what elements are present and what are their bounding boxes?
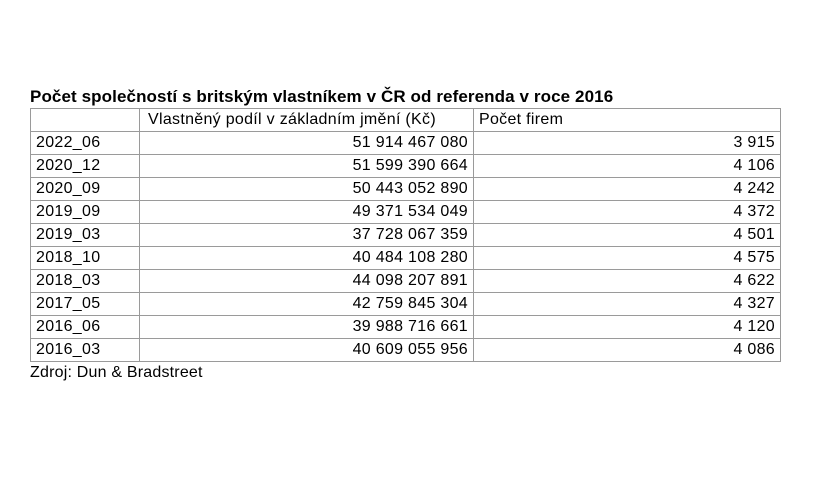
header-cell-period <box>31 109 140 132</box>
cell-firms: 4 372 <box>474 201 781 224</box>
cell-period: 2018_03 <box>31 270 140 293</box>
cell-firms: 4 327 <box>474 293 781 316</box>
table-row <box>31 339 781 362</box>
table-title: Počet společností s britským vlastníkem v ČR od referenda v roce 2016 <box>30 87 614 106</box>
data-table <box>30 108 781 362</box>
cell-capital: 49 371 534 049 <box>140 201 474 224</box>
table-row <box>31 155 781 178</box>
table-row <box>31 224 781 247</box>
header-cell-capital: Vlastněný podíl v základním jmění (Kč) <box>140 109 474 132</box>
document <box>30 86 780 384</box>
table-row <box>31 270 781 293</box>
cell-capital: 51 599 390 664 <box>140 155 474 178</box>
cell-firms: 4 575 <box>474 247 781 270</box>
cell-capital: 51 914 467 080 <box>140 132 474 155</box>
cell-capital: 40 609 055 956 <box>140 339 474 362</box>
cell-firms: 4 120 <box>474 316 781 339</box>
cell-capital: 44 098 207 891 <box>140 270 474 293</box>
cell-period: 2019_03 <box>31 224 140 247</box>
cell-capital: 37 728 067 359 <box>140 224 474 247</box>
table-header-row <box>31 109 781 132</box>
cell-firms: 4 106 <box>474 155 781 178</box>
table-row <box>31 293 781 316</box>
cell-capital: 40 484 108 280 <box>140 247 474 270</box>
cell-period: 2016_06 <box>31 316 140 339</box>
cell-capital: 39 988 716 661 <box>140 316 474 339</box>
table-row <box>31 316 781 339</box>
cell-firms: 4 622 <box>474 270 781 293</box>
cell-firms: 4 086 <box>474 339 781 362</box>
table-row <box>31 178 781 201</box>
cell-period: 2017_05 <box>31 293 140 316</box>
cell-period: 2016_03 <box>31 339 140 362</box>
cell-period: 2019_09 <box>31 201 140 224</box>
table-row <box>31 132 781 155</box>
cell-capital: 42 759 845 304 <box>140 293 474 316</box>
header-cell-firms: Počet firem <box>474 109 781 132</box>
table-row <box>31 247 781 270</box>
cell-firms: 3 915 <box>474 132 781 155</box>
cell-period: 2020_12 <box>31 155 140 178</box>
table-row <box>31 201 781 224</box>
cell-period: 2022_06 <box>31 132 140 155</box>
cell-period: 2018_10 <box>31 247 140 270</box>
source-note: Zdroj: Dun & Bradstreet <box>30 364 203 381</box>
cell-firms: 4 242 <box>474 178 781 201</box>
cell-capital: 50 443 052 890 <box>140 178 474 201</box>
cell-firms: 4 501 <box>474 224 781 247</box>
cell-period: 2020_09 <box>31 178 140 201</box>
